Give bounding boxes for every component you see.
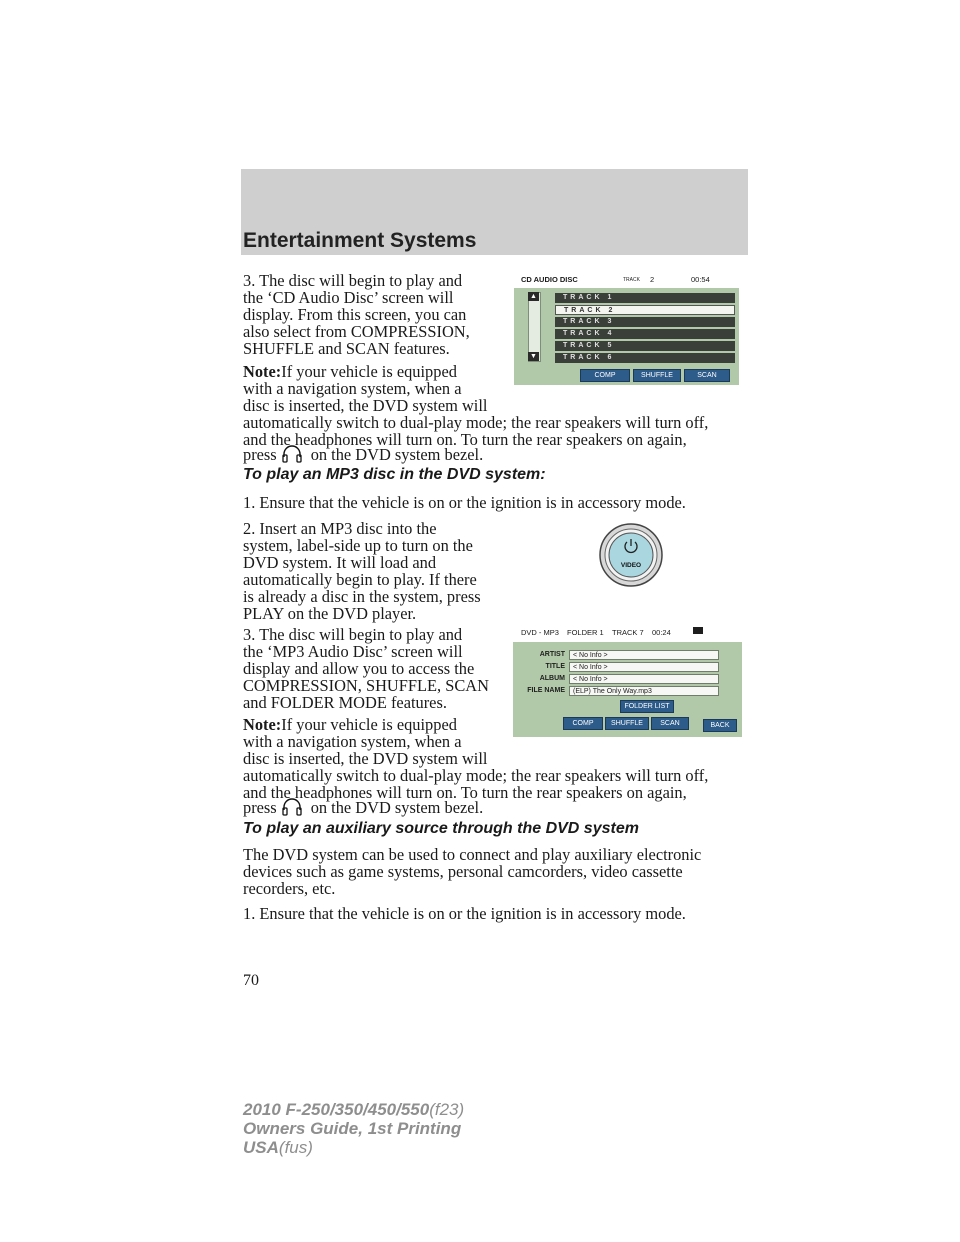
cd-time: 00:54 <box>691 275 710 284</box>
cd-track-item[interactable]: TRACK 4 <box>555 329 735 339</box>
cd-step3-line-1: 3. The disc will begin to play and <box>243 271 463 290</box>
mp3-field-album: < No Info > <box>569 674 719 684</box>
cd-note-line-4: automatically switch to dual-play mode; the rear speakers will turn off, <box>243 413 709 432</box>
mp3-step2-line-6: PLAY on the DVD player. <box>243 604 417 623</box>
mp3-note-line-3: disc is inserted, the DVD system will <box>243 749 488 768</box>
cd-track-number: 2 <box>650 275 655 284</box>
cd-press-line <box>243 445 483 465</box>
footer-model: 2010 F-250/350/450/550 <box>243 1100 430 1119</box>
note-text: If your vehicle is equipped <box>281 715 457 734</box>
mp3-step1: 1. Ensure that the vehicle is on or the ignition is in accessory mode. <box>243 493 686 512</box>
footer-line-2: Owners Guide, 1st Printing <box>243 1119 462 1138</box>
mp3-step3-line-4: COMPRESSION, SHUFFLE, SCAN <box>243 676 489 695</box>
cd-track-item-selected[interactable]: TRACK 2 <box>555 305 735 315</box>
footer-market-code: (fus) <box>278 1138 313 1157</box>
mp3-step3-line-1: 3. The disc will begin to play and <box>243 625 463 644</box>
note-label: Note: <box>243 715 282 734</box>
mp3-note-first-line <box>243 716 457 733</box>
cd-note-first-line <box>243 363 457 380</box>
press-text: press <box>243 798 277 817</box>
cd-track-item[interactable]: TRACK 1 <box>555 293 735 303</box>
mp3-step3-line-3: display and allow you to access the <box>243 659 475 678</box>
cd-screen-title: CD AUDIO DISC <box>521 275 578 284</box>
mp3-step2-line-5: is already a disc in the system, press <box>243 587 481 606</box>
mp3-note-line-5: and the headphones will turn on. To turn the rear speakers on again, <box>243 783 687 802</box>
cd-step3-line-4: also select from COMPRESSION, <box>243 322 470 341</box>
mp3-screen-body <box>513 642 742 737</box>
press-suffix-text: on the DVD system bezel. <box>310 798 484 817</box>
aux-section-heading: To play an auxiliary source through the DVD system <box>243 820 639 837</box>
folder-icon <box>693 627 703 634</box>
cd-step3-line-5: SHUFFLE and SCAN features. <box>243 339 450 358</box>
mp3-field-artist: < No Info > <box>569 650 719 660</box>
mp3-step3-line-2: the ‘MP3 Audio Disc’ screen will <box>243 642 463 661</box>
mp3-folder: FOLDER 1 <box>567 628 604 637</box>
cd-comp-button[interactable]: COMP <box>580 369 630 382</box>
cd-screen-body <box>514 288 739 385</box>
note-label: Note: <box>243 362 282 381</box>
footer-model-code: (f23) <box>429 1100 465 1119</box>
mp3-note-line-4: automatically switch to dual-play mode; the rear speakers will turn off, <box>243 766 709 785</box>
video-knob <box>596 522 666 588</box>
cd-shuffle-button[interactable]: SHUFFLE <box>633 369 681 382</box>
note-text: If your vehicle is equipped <box>281 362 457 381</box>
page-number: 70 <box>243 972 259 989</box>
aux-intro-line-2: devices such as game systems, personal camcorders, video cassette <box>243 862 683 881</box>
mp3-source: DVD - MP3 <box>521 628 559 637</box>
cd-scan-button[interactable]: SCAN <box>684 369 730 382</box>
mp3-time: 00:24 <box>652 628 671 637</box>
aux-intro-line-1: The DVD system can be used to connect and play auxiliary electronic <box>243 845 702 864</box>
mp3-label-file-name: FILE NAME <box>527 687 565 694</box>
mp3-step3-line-5: and FOLDER MODE features. <box>243 693 447 712</box>
cd-note-line-3: disc is inserted, the DVD system will <box>243 396 488 415</box>
aux-intro-line-3: recorders, etc. <box>243 879 336 898</box>
cd-note-line-2: with a navigation system, when a <box>243 379 462 398</box>
mp3-note-line-2: with a navigation system, when a <box>243 732 462 751</box>
cd-note-line-5: and the headphones will turn on. To turn the rear speakers on again, <box>243 430 687 449</box>
footer-market: USA <box>243 1138 279 1157</box>
mp3-field-file-name: (ELP) The Only Way.mp3 <box>569 686 719 696</box>
mp3-shuffle-button[interactable]: SHUFFLE <box>605 717 649 730</box>
page-header-title: Entertainment Systems <box>243 229 477 252</box>
mp3-scan-button[interactable]: SCAN <box>651 717 689 730</box>
document-footer <box>243 1100 464 1157</box>
footer-line-1 <box>243 1100 464 1119</box>
mp3-label-artist: ARTIST <box>539 651 565 658</box>
mp3-audio-disc-screen <box>513 625 742 737</box>
mp3-track: TRACK 7 <box>612 628 644 637</box>
mp3-step2-line-1: 2. Insert an MP3 disc into the <box>243 519 437 538</box>
press-suffix-text: on the DVD system bezel. <box>310 445 484 464</box>
arrow-down-icon[interactable]: ▼ <box>528 352 539 361</box>
mp3-press-line <box>243 798 483 818</box>
mp3-folder-list-button[interactable]: FOLDER LIST <box>620 700 674 713</box>
cd-track-item[interactable]: TRACK 3 <box>555 317 735 327</box>
footer-line-3 <box>243 1138 464 1157</box>
mp3-section-heading: To play an MP3 disc in the DVD system: <box>243 466 546 483</box>
mp3-back-button[interactable]: BACK <box>703 719 737 732</box>
mp3-field-title: < No Info > <box>569 662 719 672</box>
mp3-label-album: ALBUM <box>539 675 565 682</box>
cd-step3-line-2: the ‘CD Audio Disc’ screen will <box>243 288 454 307</box>
headphones-icon <box>281 445 303 463</box>
headphones-icon <box>281 798 303 816</box>
cd-step3-line-3: display. From this screen, you can <box>243 305 467 324</box>
press-text: press <box>243 445 277 464</box>
cd-audio-disc-screen <box>513 273 739 385</box>
aux-step1: 1. Ensure that the vehicle is on or the ignition is in accessory mode. <box>243 904 686 923</box>
cd-track-item[interactable]: TRACK 5 <box>555 341 735 351</box>
arrow-up-icon[interactable]: ▲ <box>528 292 539 301</box>
video-knob-label: VIDEO <box>620 562 642 569</box>
mp3-comp-button[interactable]: COMP <box>563 717 603 730</box>
cd-track-label: TRACK <box>623 277 640 283</box>
mp3-label-title: TITLE <box>545 663 565 670</box>
mp3-step2-line-3: DVD system. It will load and <box>243 553 437 572</box>
cd-track-item[interactable]: TRACK 6 <box>555 353 735 363</box>
mp3-step2-line-4: automatically begin to play. If there <box>243 570 477 589</box>
cd-status-bar <box>513 273 739 287</box>
mp3-step2-line-2: system, label-side up to turn on the <box>243 536 473 555</box>
